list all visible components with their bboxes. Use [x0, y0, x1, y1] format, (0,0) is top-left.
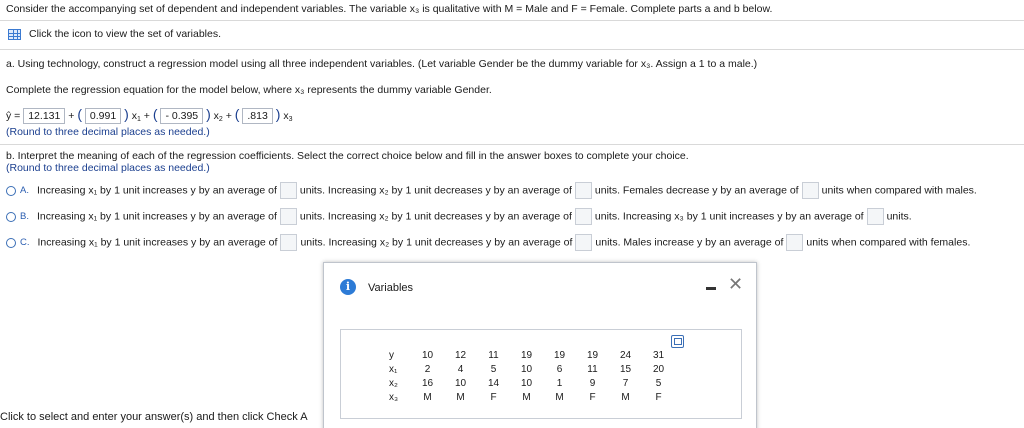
option-letter: A.: [20, 185, 29, 197]
answer-blank[interactable]: [575, 182, 592, 199]
table-row: [389, 348, 675, 362]
option-text: Increasing x₁ by 1 unit increases y by an average of: [36, 184, 277, 197]
b3-answer-box[interactable]: .813: [242, 108, 272, 124]
table-cell: 20: [652, 363, 665, 375]
option-b[interactable]: [6, 208, 912, 225]
answer-blank[interactable]: [280, 208, 297, 225]
option-letter: B.: [20, 211, 29, 223]
row-label: x₁: [389, 363, 398, 375]
table-row: [389, 376, 675, 390]
table-cell: 1: [556, 377, 563, 389]
option-text: Increasing x₁ by 1 unit increases y by an average of: [37, 236, 278, 249]
table-cell: 10: [520, 363, 533, 375]
part-a-instruction: a. Using technology, construct a regression model using all three independent variables. (Let variable Gender be the dummy variable for x₃. Assign a 1 to a male.): [6, 58, 758, 70]
table-cell: M: [456, 391, 465, 403]
option-letter: C.: [20, 237, 30, 249]
table-cell: F: [589, 391, 596, 403]
table-cell: 10: [421, 349, 434, 361]
close-icon[interactable]: ✕: [728, 274, 744, 294]
answer-blank[interactable]: [575, 208, 592, 225]
option-text: units. Females decrease y by an average of: [594, 184, 799, 197]
table-cell: 7: [622, 377, 629, 389]
variables-dialog: [323, 262, 757, 428]
table-cell: 24: [619, 349, 632, 361]
option-text: Increasing x₁ by 1 unit increases y by an average of: [36, 210, 277, 223]
b1-answer-box[interactable]: 0.991: [85, 108, 121, 124]
table-cell: 11: [488, 349, 499, 361]
row-label: y: [389, 349, 394, 361]
table-cell: 31: [652, 349, 665, 361]
option-text: units. Increasing x₂ by 1 unit decreases y by an average of: [299, 210, 572, 223]
answer-blank[interactable]: [280, 234, 297, 251]
minimize-button[interactable]: [706, 287, 716, 290]
variables-table: [389, 348, 675, 404]
table-cell: 9: [589, 377, 596, 389]
footer-text: Click to select and enter your answer(s) and then click Check A: [0, 411, 308, 423]
table-cell: M: [522, 391, 531, 403]
y-hat-symbol: ŷ =: [6, 110, 24, 122]
table-cell: 5: [490, 363, 497, 375]
table-cell: M: [621, 391, 630, 403]
row-label: x₃: [389, 391, 399, 403]
part-a-prompt: Complete the regression equation for the model below, where x₃ represents the dummy variable Gender.: [6, 84, 492, 96]
table-cell: 5: [655, 377, 662, 389]
table-cell: 19: [520, 349, 533, 361]
answer-blank[interactable]: [802, 182, 819, 199]
copy-icon[interactable]: [671, 335, 684, 348]
table-cell: 12: [454, 349, 467, 361]
table-row: [389, 390, 675, 404]
option-text: units when compared with males.: [821, 184, 977, 197]
regression-equation: ŷ = 12.131 + ( 0.991 ) $x_1$ + ( - 0.395 ) $x_2$ + ( .813 ) $x_3$: [6, 106, 293, 123]
option-text: units. Increasing x₂ by 1 unit decreases y by an average of: [299, 184, 572, 197]
table-cell: 19: [553, 349, 566, 361]
table-cell: 14: [487, 377, 500, 389]
b0-answer-box[interactable]: 12.131: [23, 108, 65, 124]
option-b-radio[interactable]: [6, 212, 16, 222]
table-cell: 4: [457, 363, 464, 375]
option-text: units. Males increase y by an average of: [595, 236, 784, 249]
option-text: units.: [886, 210, 912, 223]
intro-text: Consider the accompanying set of dependent and independent variables. The variable x₃ is qualitative with M = Male and F = Female. Complete parts a and b below.: [6, 3, 773, 15]
part-b-instruction: b. Interpret the meaning of each of the regression coefficients. Select the correct choice below and fill in the answer boxes to complete your choice.: [6, 150, 689, 162]
option-a[interactable]: [6, 182, 977, 199]
option-a-radio[interactable]: [6, 186, 16, 196]
divider: [0, 49, 1024, 50]
option-c-radio[interactable]: [6, 238, 16, 248]
table-cell: F: [490, 391, 497, 403]
part-a-round-note: (Round to three decimal places as needed.): [6, 126, 210, 138]
b2-answer-box[interactable]: - 0.395: [160, 108, 203, 124]
part-b-round-note: (Round to three decimal places as needed.): [6, 162, 210, 174]
table-cell: 2: [424, 363, 431, 375]
table-cell: 6: [556, 363, 563, 375]
divider: [0, 20, 1024, 21]
table-cell: F: [655, 391, 662, 403]
table-cell: 10: [520, 377, 533, 389]
info-icon: i: [340, 279, 356, 295]
table-cell: 19: [586, 349, 599, 361]
table-row: [389, 362, 675, 376]
table-cell: 16: [421, 377, 434, 389]
answer-blank[interactable]: [867, 208, 884, 225]
option-text: units when compared with females.: [806, 236, 971, 249]
view-link-label[interactable]: Click the icon to view the set of variables.: [29, 28, 222, 40]
table-cell: 10: [454, 377, 467, 389]
option-c[interactable]: [6, 234, 970, 251]
table-icon[interactable]: [8, 29, 21, 40]
table-cell: M: [423, 391, 432, 403]
variables-table-container: [340, 329, 742, 419]
row-label: x₂: [389, 377, 398, 389]
dialog-title: Variables: [368, 282, 414, 294]
answer-blank[interactable]: [786, 234, 803, 251]
option-text: units. Increasing x₂ by 1 unit decreases y by an average of: [300, 236, 573, 249]
answer-blank[interactable]: [575, 234, 592, 251]
option-text: units. Increasing x₃ by 1 unit increases y by an average of: [594, 210, 864, 223]
table-cell: M: [555, 391, 564, 403]
view-variables-link[interactable]: [8, 28, 221, 40]
table-cell: 11: [587, 363, 598, 375]
answer-blank[interactable]: [280, 182, 297, 199]
divider: [0, 144, 1024, 145]
table-cell: 15: [619, 363, 632, 375]
